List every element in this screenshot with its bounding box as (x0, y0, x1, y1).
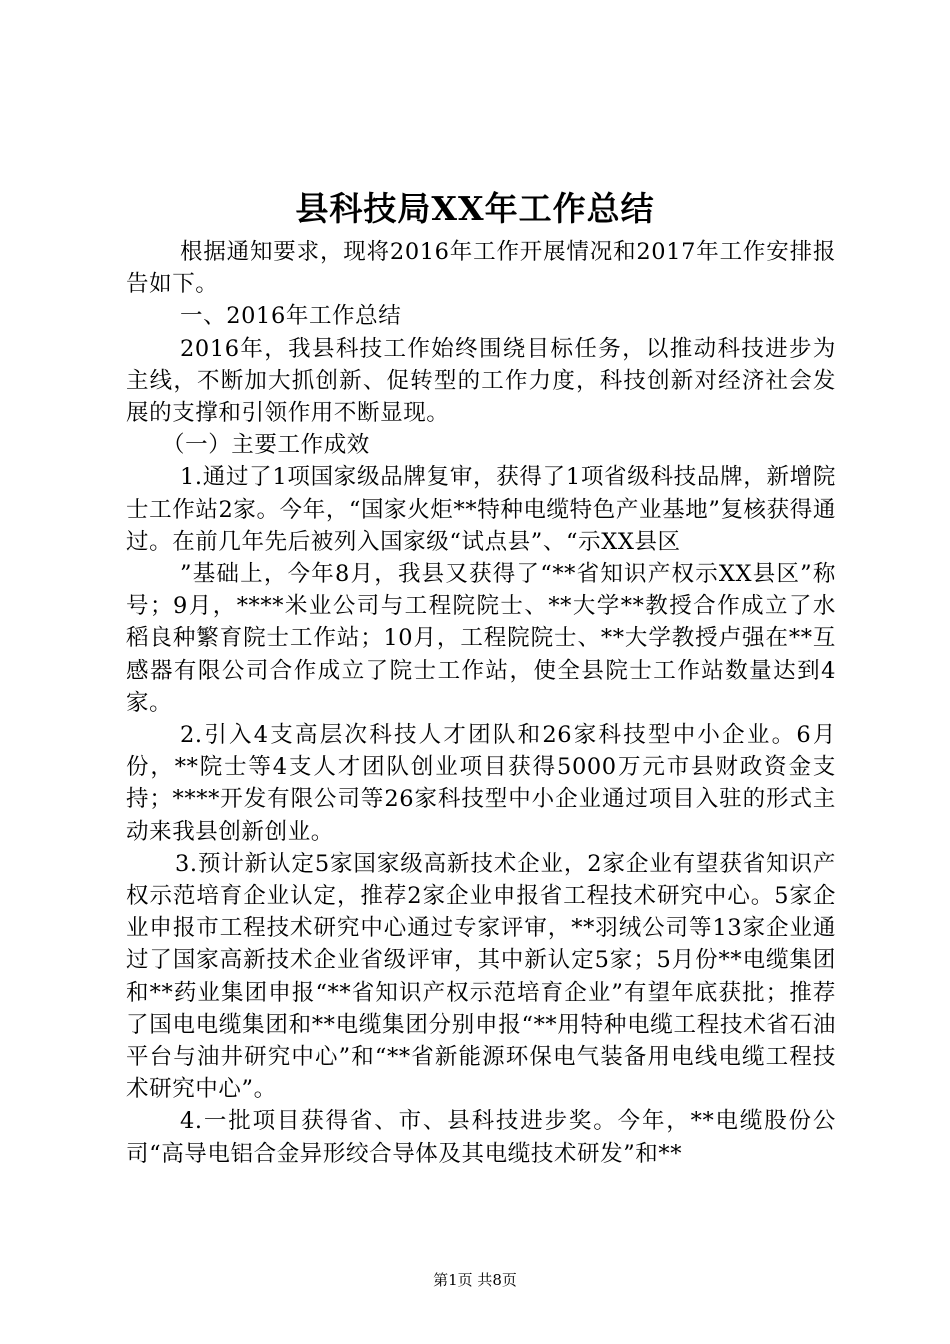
item-1-continued-paragraph: ”基础上，今年8月，我县又获得了“**省知识产权示XX县区”称号；9月，****米业公司与工程院院士、**大学**教授合作成立了水稻良种繁育院士工作站；10月，工程院院士、**大学教授卢强在**互感器有限公司合作成立了院士工作站，使全县院士工作站数量达到4家。 (126, 561, 836, 716)
item-4-paragraph: 4.一批项目获得省、市、县科技进步奖。今年，**电缆股份公司“高导电铝合金异形绞合导体及其电缆技术研发”和** (126, 1108, 836, 1167)
intro-paragraph: 根据通知要求，现将2016年工作开展情况和2017年工作安排报告如下。 (126, 239, 836, 298)
item-2-paragraph: 2.引入4支高层次科技人才团队和26家科技型中小企业。6月份，**院士等4支人才团队创业项目获得5000万元市县财政资金支持；****开发有限公司等26家科技型中小企业通过项目入驻的形式主动来我县创新创业。 (126, 722, 836, 845)
subsection-heading: （一）主要工作成效 (162, 432, 370, 459)
document-body (126, 236, 836, 1170)
section-heading: 一、2016年工作总结 (180, 303, 402, 330)
page-footer: 第1页 共8页 (433, 1271, 517, 1289)
summary-paragraph: 2016年，我县科技工作始终围绕目标任务，以推动科技进步为主线，不断加大抓创新、促转型的工作力度，科技创新对经济社会发展的支撑和引领作用不断显现。 (126, 335, 836, 427)
item-3-paragraph: 3.预计新认定5家国家级高新技术企业，2家企业有望获省知识产权示范培育企业认定，推荐2家企业申报省工程技术研究中心。5家企业申报市工程技术研究中心通过专家评审，**羽绒公司等13家企业通过了国家高新技术企业省级评审，其中新认定5家；5月份**电缆集团和**药业集团申报“**省知识产权示范培育企业”有望年底获批；推荐了国电电缆集团和**电缆集团分别申报“**用特种电缆工程技术省石油平台与油井研究中心”和“**省新能源环保电气装备用电线电缆工程技术研究中心”。 (126, 850, 836, 1103)
item-1-paragraph: 1.通过了1项国家级品牌复审，获得了1项省级科技品牌，新增院士工作站2家。今年，“国家火炬**特种电缆特色产业基地”复核获得通过。在前几年先后被列入国家级“试点县”、“示XX县区 (126, 464, 836, 555)
document-title: 县科技局XX年工作总结 (295, 189, 655, 228)
